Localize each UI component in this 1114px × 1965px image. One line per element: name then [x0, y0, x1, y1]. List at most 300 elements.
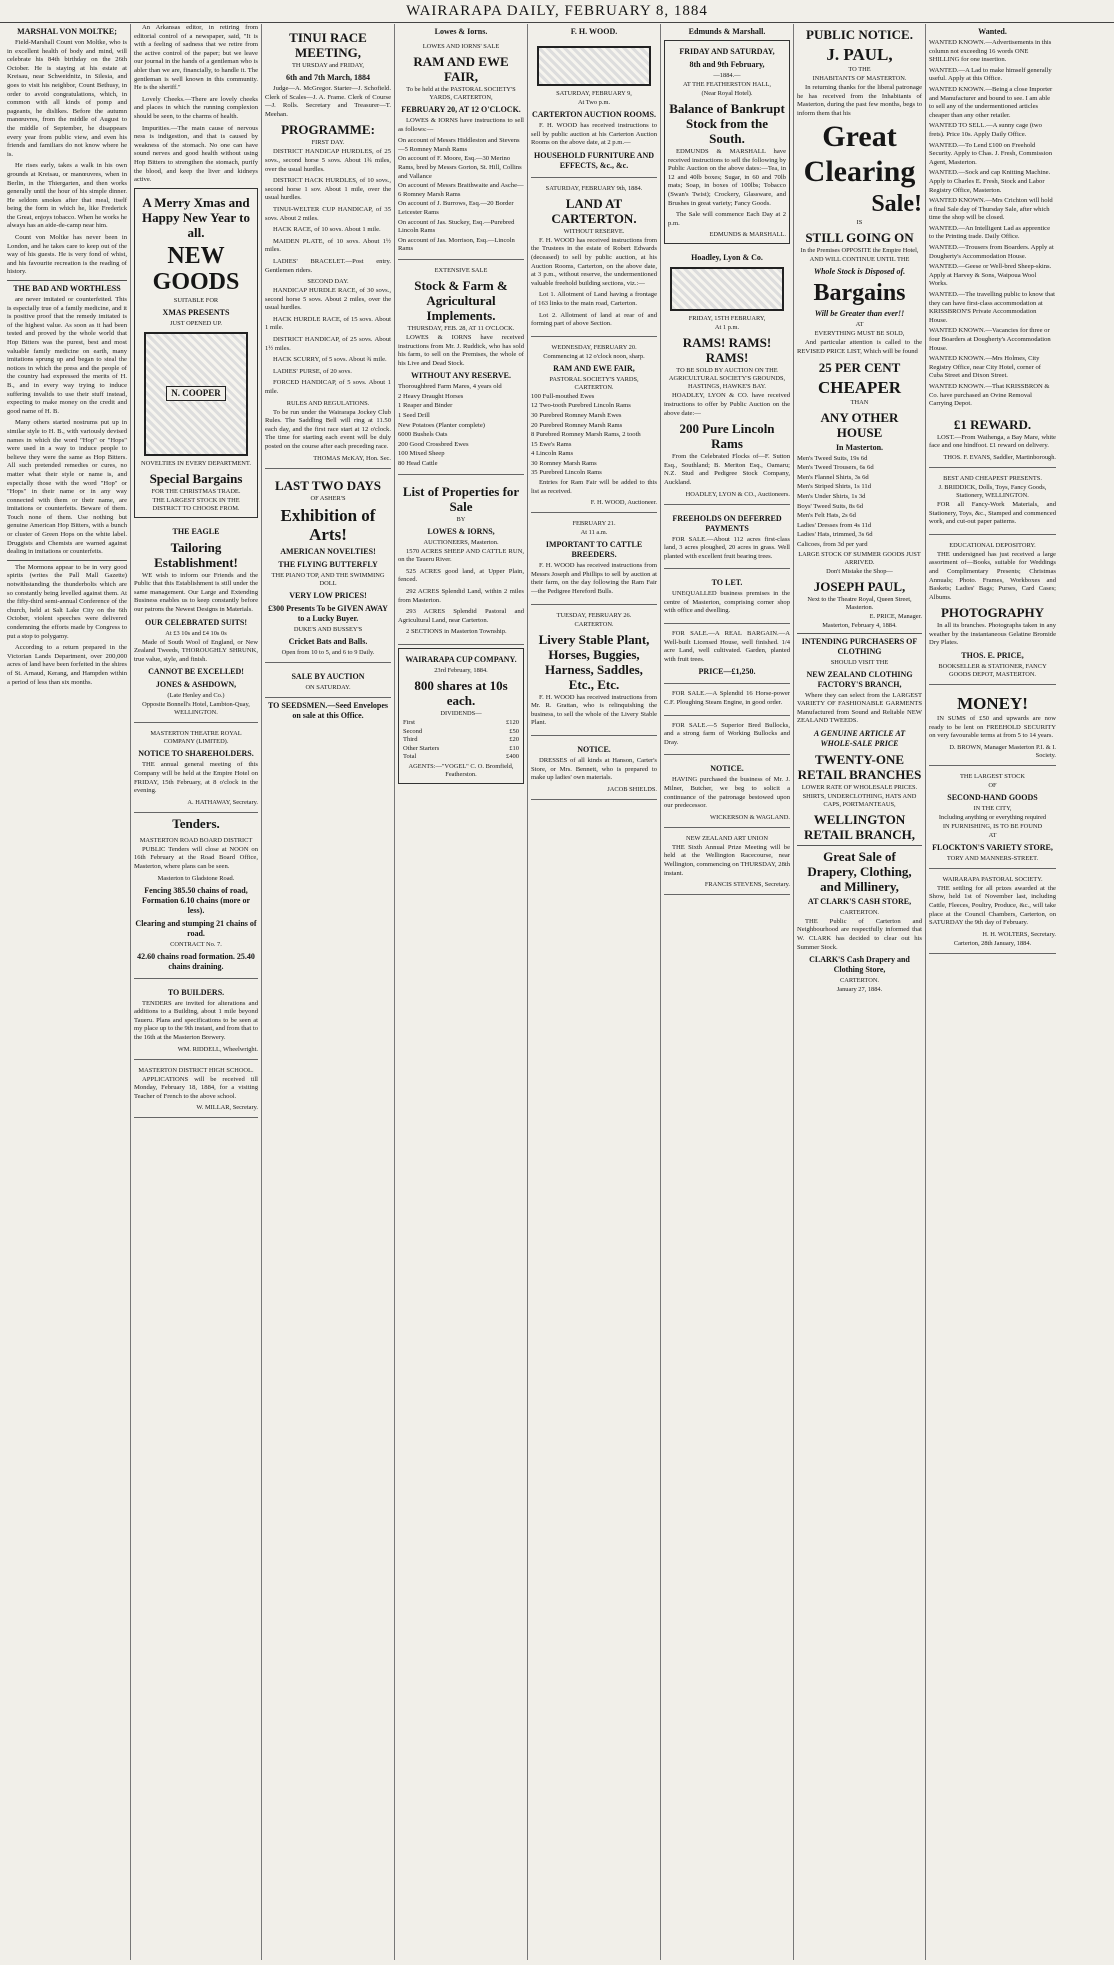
classified-item: WANTED.—An Intelligent Lad as apprentice to the Printing trade. Daily Office. [929, 224, 1051, 241]
ad-text: Don't Mistake the Shop— [826, 567, 893, 575]
ad-heading: In Masterton. [835, 442, 884, 452]
ad-text: From the Celebrated Flocks of—F. Sutton Esq., Southland; B. Meriton Esq., Oamaru; N.Z. Stud and Pedigree Stock Company, Auckland. [664, 453, 790, 486]
ad-text: MASTERTON DISTRICT HIGH SCHOOL. [138, 1066, 254, 1074]
column-5 [528, 24, 661, 1960]
ad-builders [134, 982, 258, 1060]
ad-heading: TO LET. [711, 578, 743, 588]
ad-text: (Late Henley and Co.) [167, 692, 225, 700]
property-item: 292 ACRES Splendid Land, within 2 miles from Masterton. [398, 588, 524, 604]
ad-text: EXTENSIVE SALE [434, 266, 488, 274]
ad-sign: E. PRICE, Manager. [869, 612, 922, 620]
ad-text: THE Public of Carterton and Neighbourhood are respectfully informed that W. CLARK has decided to clear out his Summer Stock. [797, 917, 922, 951]
classified-item: WANTED.—A Lad to make himself generally useful. Apply at this Office. [929, 66, 1052, 83]
ad-text: WITHOUT RESERVE. [563, 227, 625, 235]
ad-text: FEBRUARY 21. [572, 520, 616, 528]
divider [797, 845, 922, 846]
ad-heading: CANNOT BE EXCELLED! [148, 667, 244, 677]
ad-text: J. BRIDDICK, Dolls, Toys, Fancy Goods, Stationery, WELLINGTON. [938, 483, 1047, 499]
ad-text: TUESDAY, FEBRUARY 26. [556, 611, 632, 619]
classified-item: WANTED.—Geese or Well-bred Sheep-skins. Apply at Harvey & Sons, Waipoua Wool Works. [929, 263, 1052, 288]
ad-text: TO THE [848, 66, 871, 73]
sale-item: 1 Reaper and Binder [398, 402, 453, 410]
sale-lot: 15 Ewe's Rams [531, 440, 572, 448]
ad-text: HOADLEY, LYON & CO. have received instructions to offer by Public Auction on the above date:— [664, 392, 790, 417]
ad-heading: 6th and 7th March, 1884 [285, 73, 371, 82]
ad-heading: A Merry Xmas and Happy New Year to all. [142, 194, 250, 240]
ad-text: FOR THE CHRISTMAS TRADE. [151, 487, 241, 495]
ad-text: To be run under the Wairarapa Jockey Club Rules. The Saddling Bell will ring at 11.50 each day, and the first race start at 12 o'clock. The time for starting each event will be duly posted on the course after each preceding race. [265, 408, 391, 450]
ad-text: In returning thanks for the liberal patronage he has received from the Inhabitants of Masterton, during the past few months, begs to inform them that his [797, 84, 922, 117]
ad-stock-sale [398, 263, 524, 475]
ad-heading: FRIDAY AND SATURDAY, [679, 47, 775, 56]
ad-asher-exhibition [265, 472, 391, 663]
ad-text: TORY AND MANNERS-STREET. [946, 854, 1039, 862]
ad-text: PASTORAL SOCIETY'S YARDS, CARTERTON. [549, 375, 639, 391]
sale-item: Thoroughbred Farm Mares, 4 years old [398, 383, 502, 391]
sale-item: New Potatoes (Planter complete) [398, 421, 485, 429]
ad-text: TO BE SOLD BY AUCTION ON THE AGRICULTURAL SOCIETY'S GROUNDS, HASTINGS, HAWKE'S BAY. [668, 367, 786, 391]
article-paragraph: are never imitated or counterfeited. This is especially true of a family medicine, and it is positive proof that the remedy imitated is of the highest value. As soon as it had been tested and proved by the whole world that Hop Bitters was the purest, best and most valuable family medicine on earth, many imitations sprung up and began to steal the notices in which the press and the people of the country had expressed the merits of H. B., and in every way trying to induce suffering invalids to use their stuff instead, expecting to make money on the credit and good name of H. B. [7, 296, 127, 415]
ad-text: THAN [850, 398, 869, 406]
ad-xmas [134, 188, 258, 518]
ad-heading: Great Sale of Drapery, Clothing, and Millinery, [807, 848, 912, 894]
ad-text: SATURDAY, FEBRUARY 9, [556, 90, 632, 97]
ad-heading: THE EAGLE [172, 526, 220, 536]
ad-heading: CHEAPER [817, 377, 902, 397]
ad-heading: 200 Pure Lincoln Rams [679, 421, 775, 452]
columns [4, 24, 1110, 1960]
ad-ram-fair [398, 39, 524, 260]
ad-bullocks [664, 719, 790, 756]
ad-text: Commencing at 12 o'clock noon, sharp. [543, 352, 645, 360]
ad-sign: JACOB SHIELDS. [607, 785, 657, 793]
ad-text: LOST.—From Waihenga, a Bay Mare, white face and one hindfoot. £1 reward on delivery. [929, 433, 1056, 450]
ad-text: Entries for Ram Fair will be added to this list as received. [531, 479, 657, 495]
ad-sign: HOADLEY, LYON & CO., Auctioneers. [685, 490, 790, 498]
race-event: HACK RACE, of 10 sovs. About 1 mile. [273, 226, 381, 234]
ad-text: Lot 1. Allotment of Land having a frontage of 163 links to the main road, Carterton. [531, 291, 657, 307]
ad-text: OF [988, 781, 997, 789]
ad-text: F. H. WOOD has received instructions to sell by public auction at his Carterton Auction Rooms on the above date, at 2 p.m.— [531, 122, 657, 147]
ad-tinui-races [265, 24, 391, 469]
price-item: Men's Tweed Trousers, 6s 6d [797, 464, 874, 472]
ad-text: CONTRACT No. 7. [170, 940, 222, 948]
race-event: FORCED HANDICAP, of 5 sovs. About 1 mile. [265, 379, 391, 396]
race-event: DISTRICT HANDICAP, of 25 sovs. About 1½ miles. [265, 336, 391, 352]
ad-text: And particular attention is called to the REVISED PRICE LIST, Which will be found [797, 339, 922, 355]
ad-sign: THOMAS McKAY, Hon. Sec. [313, 454, 391, 462]
ad-text: In all its branches. Photographs taken in any weather by the instantaneous Gelatine Bromide Dry Plates. [929, 622, 1056, 647]
ad-sign: FRANCIS STEVENS, Secretary. [704, 881, 790, 889]
ad-text: DRESSES of all kinds at Hanson, Carter's Store, or Mrs. Bennett, who is prepared to make up ladies' own materials. [531, 757, 657, 782]
sale-lot: 35 Purebred Lincoln Rams [531, 469, 602, 477]
ad-heading: VERY LOW PRICES! [289, 590, 367, 600]
ad-heading: NEW GOODS [152, 242, 240, 295]
ad-heading: THOS. E. PRICE, [961, 651, 1024, 661]
sale-lot: 20 Purebred Romney Marsh Rams [531, 421, 623, 429]
ad-text: At £3 10s and £4 10s 0s [165, 629, 227, 637]
ad-text: WAIRARAPA PASTORAL SOCIETY. [942, 875, 1043, 883]
sale-lot: On account of Jas. Morrison, Esq.—Lincoln Rams [398, 236, 515, 253]
ad-land-carterton [531, 181, 657, 337]
classified-item: WANTED TO SELL.—A sunny cage (two frets). Price 10s. Apply Daily Office. [929, 122, 1042, 138]
sale-lot: On account of Messrs Braithwaite and Asche—6 Romney Marsh Rams [398, 182, 524, 198]
price-item: Ladies' Dresses from 4s 11d [797, 521, 872, 529]
ad-sign: THOS. F. EVANS, Saddler, Martinborough. [943, 453, 1056, 461]
ad-text: FIRST DAY. [311, 139, 345, 147]
sale-item: 200 Good Crossbred Ewes [398, 440, 469, 448]
ad-text: APPLICATIONS will be received till Monday, February 18, 1884, for a visiting Teacher of French to the above school. [134, 1075, 258, 1100]
dividends-table [402, 719, 520, 762]
sofa-illustration [537, 46, 651, 86]
column-7 [794, 24, 926, 1960]
price-item: Men's Tweed Suits, 19s 6d [797, 454, 868, 462]
classified-item: WANTED.—Sock and cap Knitting Machine. Apply to Charles E. Fresh, Stock and Labor Registry Office, Masterton. [929, 169, 1051, 194]
ad-text: DUKE'S AND BUSSEY'S [293, 625, 363, 633]
ad-text: Including anything or everything required [938, 813, 1047, 821]
ad-heading: List of Properties for Sale [402, 483, 520, 514]
property-item: 1570 ACRES SHEEP AND CATTLE RUN, on the Taueru River. [398, 547, 524, 564]
ad-heading: Cricket Bats and Balls. [288, 636, 368, 646]
ad-text: SECOND DAY. [307, 278, 349, 286]
ad-text: AGENTS:—"VOGEL" C. O. Bromfield, Featherston. [408, 762, 514, 778]
ad-text: January 27, 1884. [836, 986, 883, 994]
ad-freeholds [664, 508, 790, 570]
ad-heading: CARTERTON AUCTION ROOMS. [532, 110, 656, 119]
ad-text: Open from 10 to 5, and 6 to 9 Daily. [281, 648, 375, 656]
classified-item: WANTED.—The travelling public to know that they can have first-class accommodation at KRISSBRON'S Private Accommodation House. [929, 291, 1055, 324]
ad-heading: CLARK'S Cash Drapery and Clothing Store, [809, 955, 910, 975]
ad-text: NOVELTIES IN EVERY DEPARTMENT. [141, 459, 251, 467]
ad-text: IN SUMS of £50 and upwards are now ready to be lent on FREEHOLD SECURITY on very favourable terms at from 5 to 14 years. [929, 715, 1056, 740]
ad-text: EDMUNDS & MARSHALL have received instructions to sell the following by Public Auction on the above dates:—Tea, in 12 and 40lb boxes; Sugar, in 60 and 70lb mats; Soap, in boxes of 100lbs; Tobacco (Swan's Twist); Crockery, Glassware, and Brushes in great variety; Fancy Goods. [668, 148, 786, 207]
ad-heading: MONEY! [957, 694, 1028, 714]
ad-text: SUITABLE FOR [173, 296, 219, 304]
ad-text: EVERYTHING MUST BE SOLD, [814, 330, 905, 338]
article-title-moltke: MARSHAL VON MOLTKE; [17, 27, 117, 36]
ad-text: BY [456, 515, 466, 523]
ad-text: To be held at the PASTORAL SOCIETY'S YARDS, CARTERTON, [406, 86, 516, 101]
ad-heading: LAND AT CARTERTON. [551, 195, 637, 226]
ad-heading: RAMS! RAMS! RAMS! [682, 335, 772, 366]
ad-presents [929, 471, 1056, 535]
article-paragraph: According to a return prepared in the Victorian Lands Department, over 200,000 acres of land have been forfeited in the shires of St. Arnaud, Kerang, and Hampden within a period of less than six months. [7, 644, 127, 686]
ad-theatre [134, 726, 258, 812]
masthead: WAIRARAPA DAILY, FEBRUARY 8, 1884 [0, 0, 1114, 23]
ad-text: CARTERTON. [839, 977, 880, 985]
sale-lot: 4 Lincoln Rams [531, 450, 574, 458]
ad-properties [398, 478, 524, 645]
ad-text: BEST AND CHEAPEST PRESENTS. [943, 474, 1042, 482]
ad-text: Made of South Wool of England, or New Zealand Tweeds, THOROUGHLY SHRUNK, true value, style, and finish. [134, 638, 258, 663]
ad-heading: TWENTY-ONE RETAIL BRANCHES [797, 751, 922, 782]
sale-lot: On account of J. Burrows, Esq.—20 Border Leicester Rams [398, 200, 514, 216]
ad-text: TH URSDAY and FRIDAY, [292, 62, 364, 69]
ad-text: TENDERS are invited for alterations and additions to a Building, about 1 mile beyond Taueru. Plans and specifications to be seen at my place up to the 9th instant, and from that to the 16th at the Masterton Brewery. [134, 999, 258, 1041]
article-paragraph: Lovely Cheeks.—There are lovely cheeks and places in which the running complexion should be seen, to the charms of health. [134, 95, 258, 120]
article-paragraph: Many others started nostrums put up in similar style to H. B., with variously devised names in which the word "Hop" or "Hops" were used in a way to induce people to believe they were the same as Hop Bitters. All such pretended remedies or cures, no matter what their style or name is, and especially those with the word "Hop" or "Hops" in their name or in any way connected with them or their name, are imitations or counterfeits. Beware of them. Touch none of them. Use nothing but genuine American Hop Bitters, with a bunch or cluster of Green Hops on the white label. Druggists and Chemists are warned against dealing in imitations or counterfeits. [7, 419, 127, 556]
ad-text: LARGE STOCK OF SUMMER GOODS JUST ARRIVED. [798, 550, 921, 566]
ad-heading: Tailoring Establishment! [154, 539, 238, 570]
ad-text: THE annual general meeting of this Company will be held at the Empire Hotel on FRIDAY, 15th February, at 8 o'clock in the evening. [134, 761, 258, 795]
ad-text: THE Sixth Annual Prize Meeting will be held at the Wellington Racecourse, near Wellington, commencing on THURSDAY, 28th instant. [664, 843, 790, 877]
ad-heading: £300 Presents To be GIVEN AWAY to a Lucky Buyer. [268, 603, 388, 623]
ad-heading: Fencing 385.50 chains of road, Formation 6.10 chains (more or less). [141, 885, 251, 915]
ad-heading: LOWES & IORNS, [427, 526, 495, 536]
ad-heading: FREEHOLDS ON DEFERRED PAYMENTS [672, 513, 782, 533]
sale-lot: 12 Two-tooth Purebred Lincoln Rams [531, 402, 631, 410]
ad-art-union [664, 831, 790, 895]
ad-text: JUST OPENED UP. [170, 319, 222, 327]
ad-heading: J. PAUL, [826, 45, 893, 64]
ad-cattle [531, 516, 657, 604]
ad-depository [929, 538, 1056, 685]
ad-heading: 8th and 9th February, [689, 60, 765, 69]
ad-text: LOWES AND IORNS' SALE [422, 43, 500, 50]
ad-heading: WITHOUT ANY RESERVE. [411, 371, 511, 381]
column-2 [131, 24, 262, 1960]
ad-heading: PHOTOGRAPHY [940, 605, 1045, 621]
ad-text: Lot 2. Allotment of land at rear of and forming part of above Section. [531, 311, 657, 328]
classified-item: WANTED KNOWN.—Being a close Importer and Manufacturer and bound to see. I am able to sell any of the undermentioned articles cheaper than any other retailer. [929, 85, 1053, 119]
ad-text: ON SATURDAY. [305, 683, 351, 691]
ad-text: INHABITANTS OF MASTERTON. [812, 75, 907, 82]
ad-heading: Sale! [871, 191, 922, 218]
sale-item: 6000 Bushels Oats [398, 431, 448, 439]
firm-header: Lowes & Iorns. [434, 27, 488, 36]
race-event: LADIES' BRACELET.—Post entry. Gentlemen riders. [265, 257, 391, 274]
ad-text: (Near Royal Hotel). [701, 90, 753, 97]
ad-text: EDUCATIONAL DEPOSITORY. [949, 541, 1036, 549]
ram-illustration [670, 267, 784, 311]
classified-item: WANTED KNOWN.—Mrs Crichton will hold a final Sale day of Thursday Sale, after which time the shop will be closed. [929, 197, 1053, 222]
ad-text: UNEQUALLED business premises in the centre of Masterton, comprising corner shop with office and dwelling. [664, 590, 790, 615]
ad-heading: Clearing and stumping 21 chains of road. [135, 918, 257, 938]
race-event: MAIDEN PLATE, of 10 sovs. About 1½ miles. [265, 237, 391, 254]
table-row: Total £400 [403, 753, 519, 761]
table-row: Second £50 [403, 727, 519, 735]
ad-text: CARTERTON. [839, 908, 880, 916]
divider [7, 280, 127, 281]
ad-text: F. H. WOOD has received instructions from Mr. R. Grattan, who is relinquishing the business, to sell the whole of the Livery Stable Plant. [531, 693, 657, 727]
ad-text: THE PIANO TOP, AND THE SWIMMING DOLL [271, 571, 385, 587]
ad-heading: Livery Stable Plant, Horses, Buggies, Harness, Saddles, Etc., Etc. [538, 631, 650, 692]
ad-notice-butcher [664, 758, 790, 827]
sale-lot: On account of Jas. Stuckey, Esq.—Purebred Lincoln Rams [398, 218, 515, 235]
ad-heading: ANY OTHER HOUSE [820, 409, 899, 440]
price-item: Men's Striped Shirts, 1s 11d [797, 483, 872, 491]
ornamental-logo [144, 332, 248, 456]
ad-heading: LAST TWO DAYS [275, 477, 381, 493]
ad-heading: Special Bargains [149, 470, 243, 486]
article-paragraph: The Mormons appear to be in very good spirits (writes the Pall Mall Gazette) notwithstanding the thunderbolts which are so constantly being levelled against them. At the fifty-third semi-annual Conference of the church, held at Salt Lake City on the 6th October, violent speeches were delivered condemning the efforts made by Congress to put a stop to polygamy. [7, 563, 127, 640]
article-paragraph: Count von Moltke has never been in London, and he takes care to keep out of the way of his guests. He is very fond of whist, and his favourite recreation is the reading of history. [7, 234, 127, 276]
ad-bankrupt-stock [664, 40, 790, 244]
classified-item: WANTED.—To Lend £100 on Freehold Security. Apply to Chas. J. Fresh, Commission Agent, Masterton. [929, 141, 1053, 166]
ad-text: AT [988, 831, 997, 839]
ad-sign: WM. RIDDELL, Wheelwright. [177, 1045, 258, 1053]
ad-heading: Bargains [813, 280, 906, 307]
race-event: LADIES' PURSE, of 20 sovs. [273, 367, 352, 375]
ad-text: At 1 p.m. [714, 324, 740, 332]
ad-heading: PROGRAMME: [281, 122, 375, 138]
sale-item: 1 Seed Drill [398, 412, 430, 420]
column-6 [661, 24, 794, 1960]
article-paragraph: He rises early, takes a walk in his own grounds at Kreisau, or manœuvres, when in Berlin, in the Thiergarten, and then works generally until the hour of his simple dinner. He seldom smokes after that meal, itself being the form in which he, like Frederick the Great, enjoys tobacco. When he works he always has an aide-de-camp near him. [7, 162, 127, 230]
ad-pastoral-society [929, 872, 1056, 954]
ad-text: RULES AND REGULATIONS. [286, 399, 370, 407]
article-paragraph: Field-Marshall Count von Moltke, who is in excellent health of body and mind, will celebrate his 84th birthday on the 26th October. He is staying at his estate at Kreisau, near Schweidnitz, in Silesia, and goes to visit his neighbor, Count Bethusy, in order to avoid congratulations, which, in common with all kinds of pomp and pageants, he dislikes. Before the autumn manœuvres, from the middle of August to the middle of September, he disappears every year from public view, and even his friends and familiars do not know where he is. [7, 39, 127, 158]
price-item: Ladies' Hats, trimmed, 3s 6d [797, 531, 873, 539]
ad-text: Masterton, February 4, 1884. [822, 621, 897, 629]
ad-text: Masterton to Gladstone Road. [157, 874, 235, 882]
ad-text: THE LARGEST STOCK IN THE DISTRICT TO CHOOSE FROM. [152, 496, 240, 512]
ad-ram-ewe-fair [531, 340, 657, 514]
article-title-bad: THE BAD AND WORTHLESS [13, 284, 121, 294]
ad-text: IN THE CITY, [973, 804, 1012, 812]
divider [7, 560, 127, 561]
ad-cup-company [398, 648, 524, 784]
column-4 [395, 24, 528, 1960]
ad-heading: SALE BY AUCTION [291, 671, 365, 681]
ad-engine [664, 687, 790, 715]
ad-heading: Stock & Farm & Agricultural Implements. [414, 277, 508, 323]
ad-text: CARTERTON. [574, 620, 614, 628]
ad-heading: STILL GOING ON [805, 230, 914, 246]
ad-heading: INTENDING PURCHASERS OF CLOTHING [801, 636, 918, 656]
ad-heading: Great [822, 120, 897, 154]
ad-text: AT THE FEATHERSTON HALL, [682, 81, 772, 88]
classified-item: WANTED KNOWN.—Vacancies for three or four Boarders at Dougherty's Accommodation House. [929, 327, 1051, 352]
column-1 [4, 24, 131, 1960]
ad-heading: FEBRUARY 20, AT 12 O'CLOCK. [401, 105, 521, 114]
ad-text: F. H. WOOD has received instructions from the Trustees in the estate of Robert Edwards (deceased) to sell by public auction, at his Auction Rooms, Carterton, on the above date, at 3 p.m., without reserve, the undermentioned valuable freehold building sections, viz.:— [531, 236, 657, 287]
ad-text: AND WILL CONTINUE UNTIL THE [809, 256, 910, 264]
race-event: DISTRICT HANDICAP HURDLES, of 25 sovs., second horse 5 sovs. About 1¾ miles, over the usual hurdles. [265, 148, 391, 173]
price-item: Men's Felt Hats, 2s 6d [797, 512, 856, 520]
ad-text: The Sale will commence Each Day at 2 p.m. [668, 211, 786, 227]
ad-sign: W. MILLAR, Secretary. [196, 1104, 258, 1112]
ad-heading: 800 shares at 10s each. [414, 677, 508, 708]
sale-lot: 30 Purebred Romney Marsh Ewes [531, 411, 622, 419]
ad-heading: NOTICE. [710, 764, 744, 774]
ad-heading: RAM AND EWE FAIR, [413, 54, 509, 84]
ad-sign: H. H. WOLTERS, Secretary. [982, 930, 1056, 938]
ad-text: PUBLIC Tenders will close at NOON on 16th February at the Road Board Office, Masterton, where plans can be seen. [134, 845, 258, 870]
ad-heading: FLOCKTON'S VARIETY STORE, [932, 842, 1053, 852]
ad-heading: XMAS PRESENTS [162, 307, 230, 317]
race-event: DISTRICT HACK HURDLES, of 10 sovs., second horse 1 sov. About 1 mile, over the usual hurdles. [265, 177, 391, 202]
ad-text: FOR SALE.—About 112 acres first-class land, 3 acres ploughed, 20 acres in grass. Well planted with excellent fruit bearing trees. [664, 535, 790, 560]
ad-text: MASTERTON ROAD BOARD DISTRICT [139, 836, 253, 844]
ad-text: SHIRTS, UNDERCLOTHING, HATS AND CAPS, PORTMANTEAUS, [802, 792, 917, 808]
ad-flockton [929, 769, 1056, 869]
ad-heading: £1 REWARD. [953, 416, 1032, 432]
race-event: HACK SCURRY, of 5 sovs. About ¾ mile. [273, 356, 387, 364]
ad-notice-dresses [531, 739, 657, 800]
ad-auction [265, 666, 391, 698]
column-3 [262, 24, 395, 1960]
ad-heading: Whole Stock is Disposed of. [813, 267, 906, 277]
ad-text: MASTERTON THEATRE ROYAL COMPANY (LIMITED). [150, 730, 242, 746]
sale-item: 100 Mixed Sheep [398, 450, 445, 458]
ad-text: AUCTIONEERS, Masterton. [423, 538, 499, 546]
table-row: First £120 [403, 718, 519, 726]
ad-text: FRIDAY, 15TH FEBRUARY, [688, 315, 766, 323]
ad-text: IN FURNISHING, IS TO BE FOUND [942, 822, 1043, 830]
ad-text: NEW ZEALAND ART UNION [686, 834, 768, 842]
ad-heading: RAM AND EWE FAIR, [553, 363, 635, 373]
ad-heading: NOTICE TO SHAREHOLDERS. [138, 749, 254, 759]
ad-heading: 42.60 chains road formation. 25.40 chains draining. [137, 951, 255, 971]
ad-road-board [134, 833, 258, 979]
ad-text: FOR SALE.—A REAL BARGAIN.—A Well-built Licensed House, well finished. 1/4 acre Land, well cultivated. Garden, planted with fruit trees. [664, 630, 790, 663]
ad-text: Judge—A. McGregor. Starter—J. Schofield. Clerk of Scales—J. A. Frame. Clerk of Course—J. Rolls. Secretary and Treasurer—T. Meehan. [265, 85, 391, 118]
ad-text: THURSDAY, FEB. 28, AT 11 O'CLOCK. [407, 324, 515, 332]
ad-heading: WELLINGTON RETAIL BRANCH, [803, 811, 915, 842]
ad-sign: WICKERSON & WAGLAND. [710, 813, 790, 821]
ad-school [134, 1063, 258, 1119]
classified-item: WANTED KNOWN.—Advertisements in this column not exceeding 16 words ONE SHILLING for one insertion. [929, 39, 1052, 64]
classified-item: WANTED KNOWN.—Mrs Holmes, City Registry Office, near City Hotel, corner of Cuba Street and Dixon Street. [929, 355, 1041, 380]
ad-money [929, 688, 1056, 766]
ad-heading: Balance of Bankrupt Stock from the South. [669, 101, 785, 146]
firm-header: Edmunds & Marshall. [688, 27, 766, 36]
race-event: HANDICAP HURDLE RACE, of 30 sovs., second horse 5 sovs. About 2 miles, over the usual hurdles. [265, 287, 391, 312]
ad-heading: AT CLARK'S CASH STORE, [807, 896, 912, 906]
ad-text: 23rd February, 1884. [434, 666, 488, 674]
ad-to-let [664, 572, 790, 624]
ad-heading: 25 PER CENT [818, 359, 901, 375]
ad-heading: A GENUINE ARTICLE AT WHOLE-SALE PRICE [813, 728, 906, 748]
ad-heading: PRICE—£1,250. [698, 667, 756, 677]
ad-text: WE wish to inform our Friends and the Public that this Establishment is still under the same management. Our Large and Extending Business enables us to keep constantly before our patrons the Newest Designs in Materials. [134, 571, 258, 614]
ornament-label: N. COOPER [166, 386, 226, 401]
ad-text: THE settling for all prizes awarded at the Show, held 1st of November last, including Cattle, Fleeces, Poultry, Produce, &c., will take place at the Council Chambers, Carterton, on SATURDAY the 9th day of February. [929, 884, 1056, 927]
price-item: Men's Under Shirts, 1s 3d [797, 492, 866, 500]
property-item: 293 ACRES Splendid Pastoral and Agricultural Land, near Carterton. [398, 608, 524, 624]
ad-text: AT [855, 321, 864, 329]
sale-item: 80 Head Cattle [398, 460, 438, 468]
ad-sign: A. HATHAWAY, Secretary. [187, 798, 258, 806]
article-paragraph: Impurities.—The main cause of nervous ness is indigestion, and that is caused by weakness of the stomach. No one can have sound nerves and good health without using Hop Bitters to strengthen the stomach, purify the blood, and keep the liver and kidneys active. [134, 124, 258, 184]
ad-rams [664, 247, 790, 504]
ad-text: FOR all Fancy-Work Materials, and Stationery, Toys, &c., Stamped and commenced work, and cut-out paper patterns. [929, 500, 1056, 526]
ad-text: BOOKSELLER & STATIONER, FANCY GOODS DEPOT, MASTERTON. [938, 663, 1047, 679]
ad-text: In the Premises OPPOSITE the Empire Hotel, [800, 247, 919, 255]
ad-text: At Two p.m. [577, 99, 611, 106]
ad-heading: WAIRARAPA CUP COMPANY. [405, 654, 517, 664]
ad-text: At 11 a.m. [580, 529, 608, 537]
price-item: Men's Flannel Shirts, 3s 6d [797, 473, 869, 481]
ad-heading: Clearing [803, 155, 916, 189]
classified-item: WANTED KNOWN.—That KRISSBRON & Co. have purchased an Ovine Removal Carrying Depot. [929, 382, 1050, 408]
ad-household-sale [531, 39, 657, 178]
table-row: Other Starters £10 [403, 744, 519, 752]
ad-text: Opposite Bonnell's Hotel, Lambton-Quay, WELLINGTON. [142, 701, 250, 717]
ad-heading: Will be Greater than ever!! [814, 309, 905, 319]
ad-text: FOR SALE.—A Splendid 16 Horse-power C.F. Ploughing Steam Engine, in good order. [664, 690, 790, 707]
ad-heading: Exhibition of Arts! [280, 505, 376, 544]
ad-text: SATURDAY, FEBRUARY 9th, 1884. [545, 184, 643, 192]
section-title-wanted: Wanted. [978, 27, 1007, 36]
ad-heading: THE FLYING BUTTERFLY [278, 559, 378, 569]
firm-header: F. H. WOOD. [570, 27, 618, 36]
ad-heading: NOTICE. [577, 745, 611, 754]
divider [797, 633, 922, 634]
classified-item: WANTED.—Trousers from Boarders. Apply at Dougherty's Accommodation House. [929, 244, 1054, 260]
ad-text: F. H. WOOD has received instructions from Messrs Joseph and Phillips to sell by auction at their farm, on the day following the Ram Fair—the Pedigree Hereford Bulls. [531, 562, 657, 596]
